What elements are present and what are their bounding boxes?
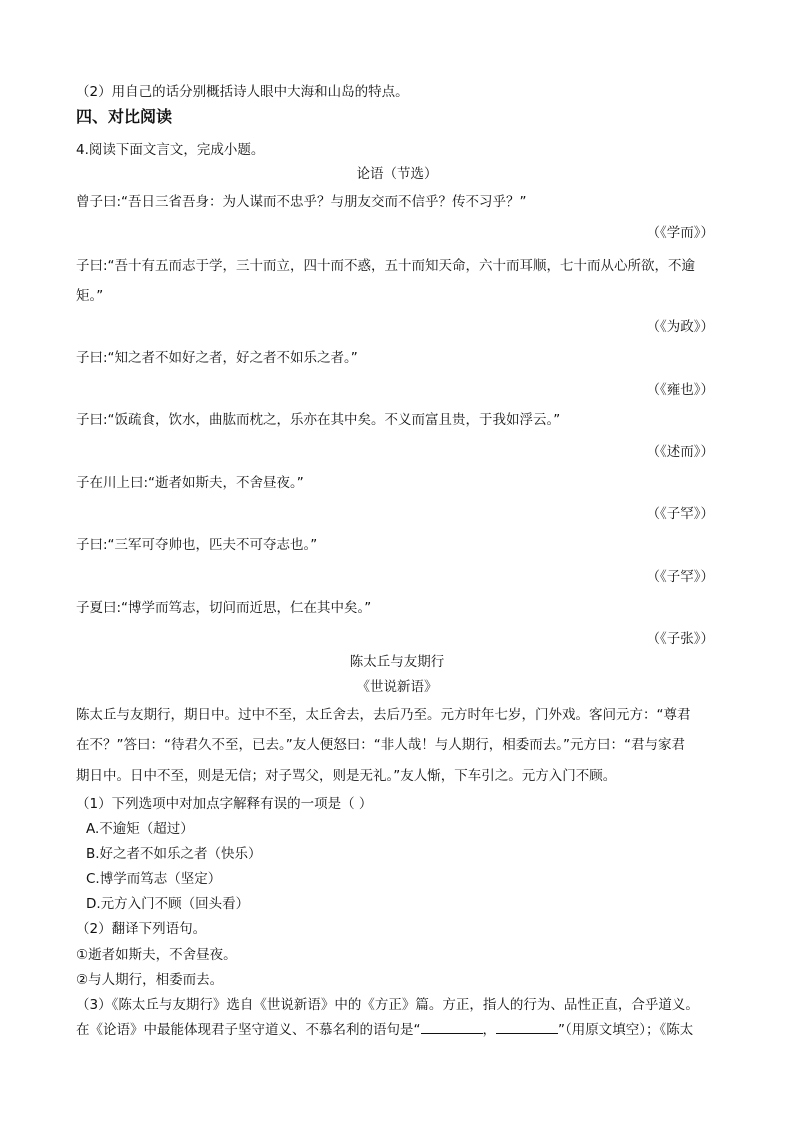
text2-title: 陈太丘与友期行 [349,654,445,670]
option-b: B.好之者不如乐之者（快乐） [86,846,262,862]
passage-5-source: （《子罕》） [646,506,714,522]
passage-2-source: （《为政》） [646,319,714,335]
passage-6-line: 子曰:“三军可夺帅也，匹夫不可夺志也。” [76,537,318,553]
passage-6-source: （《子罕》） [646,569,714,585]
question-3-suffix: ”（用原文填空）；《陈太 [558,1022,694,1038]
option-c: C.博学而笃志（坚定） [86,871,222,887]
passage-3-line: 子曰:“知之者不如好之者，好之者不如乐之者。” [76,350,358,366]
answer-blank-1[interactable] [421,1021,483,1034]
intro-line: 4.阅读下面文言文，完成小题。 [76,142,265,158]
passage-4-source: （《述而》） [646,444,714,460]
text2-source: 《世说新语》 [356,679,438,695]
text2-line: 在不？”答曰：“待君久不至，已去。”友人便怒曰：“非人哉！与人期行，相委而去。”元方曰：“君与家君 [76,737,685,753]
text2-line: 陈太丘与友期行，期日中。过中不至，太丘舍去，去后乃至。元方时年七岁，门外戏。客问元方：“尊君 [76,707,691,723]
answer-blank-2[interactable] [496,1021,558,1034]
passage-1-source: （《学而》） [646,225,714,241]
question-2: （2）翻译下列语句。 [76,921,207,937]
passage-7-source: （《子张》） [646,631,714,647]
blank-separator: ， [482,1022,496,1038]
passage-1-line: 曾子曰:“吾日三省吾身：为人谋而不忠乎？与朋友交而不信乎？传不习乎？” [76,194,527,210]
passage-7-line: 子夏曰:“博学而笃志，切问而近思，仁在其中矣。” [76,600,372,616]
passage-3-source: （《雍也》） [646,382,714,398]
passage-4-line: 子曰:“饭疏食，饮水，曲肱而枕之，乐亦在其中矣。不义而富且贵，于我如浮云。” [76,412,561,428]
option-d: D.元方入门不顾（回头看） [86,896,250,912]
passage-2-line: 矩。” [76,288,104,304]
passage-5-line: 子在川上曰:“逝者如斯夫，不舍昼夜。” [76,475,304,491]
translate-item-2: ②与人期行，相委而去。 [76,972,224,988]
question-1: （1）下列选项中对加点字解释有误的一项是（ ） [76,796,373,812]
passage-2-line: 子曰:“吾十有五而志于学，三十而立，四十而不惑，五十而知天命，六十而耳顺，七十而从心所欲，不逾 [76,258,696,274]
question-2-prev: （2）用自己的话分别概括诗人眼中大海和山岛的特点。 [76,84,409,100]
translate-item-1: ①逝者如斯夫，不舍昼夜。 [76,947,237,963]
question-3-line: （3）《陈太丘与友期行》选自《世说新语》中的《方正》篇。方正，指人的行为、品性正直，合乎道义。 [76,997,699,1013]
question-3-prompt: 在《论语》中最能体现君子坚守道义、不慕名利的语句是“ [76,1022,421,1038]
text1-title: 论语（节选） [356,166,438,182]
section-heading: 四、对比阅读 [76,107,173,126]
question-3-line [76,1018,693,1038]
option-a: A.不逾矩（超过） [86,821,194,837]
text2-line: 期日中。日中不至，则是无信；对子骂父，则是无礼。”友人惭，下车引之。元方入门不顾。 [76,768,617,784]
